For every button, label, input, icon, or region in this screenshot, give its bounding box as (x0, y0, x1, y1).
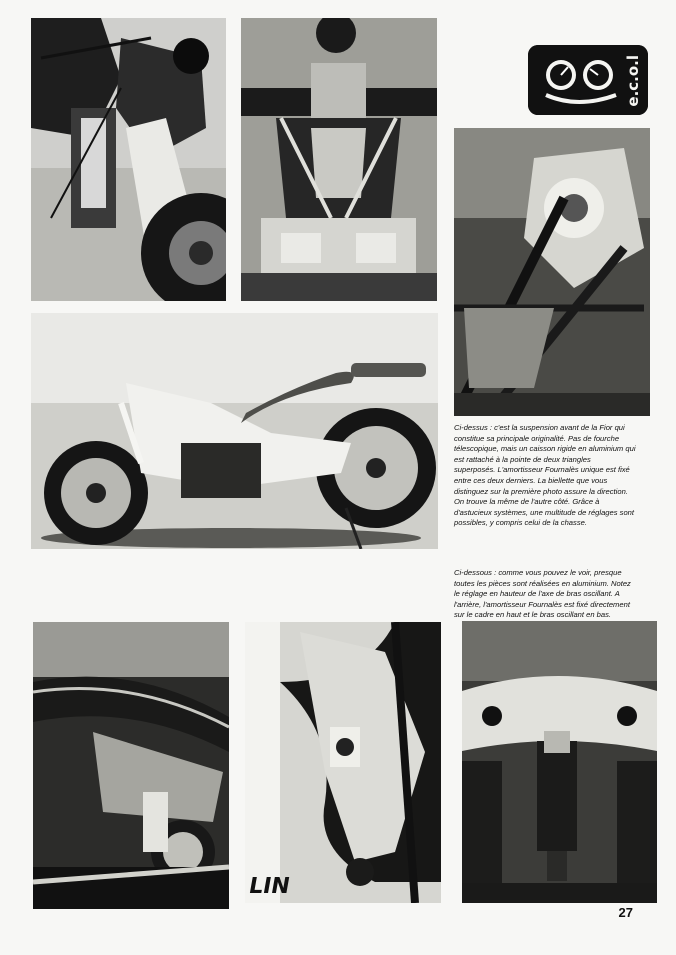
caption-aluminium-parts: Ci-dessous : comme vous pouvez le voir, presque toutes les pièces sont réalisées en aluminium. Notez le réglage en hauteur de l'axe de bras oscillant. A l'arrière, l'amortisseur Fournalès est fixé directement sur le cadre en haut et le bras oscillant en bas. (454, 568, 631, 620)
front-fork-illustration (31, 18, 226, 301)
photo-frame-plate (245, 622, 441, 903)
caption-front-suspension: Ci-dessus : c'est la suspension avant de la Fior qui constitue sa principale originalité. Pas de fourche télescopique, mais un caisson rigide en aluminium qui est rattaché à la pointe de deux triangles superposés. L'amortisseur Fournalès unique est fixé entre ces deux derniers. La biellette que vous distinguez sur la première photo assure la direction. On trouve la même de l'autre côté. Grâce à d'astucieux systèmes, une multitude de réglages sont possibles, y compris celui de la chasse. (454, 423, 636, 528)
fairing-fragment-text: LIN (246, 874, 292, 899)
front-suspension-illustration (454, 128, 650, 416)
photo-side-view (31, 313, 438, 549)
photo-frame-top (241, 18, 437, 301)
photo-rear-shock (462, 621, 657, 903)
logo-text: e.c.o.l (624, 55, 642, 107)
frame-plate-illustration (245, 622, 441, 903)
photo-exhaust-swingarm (33, 622, 229, 909)
frame-top-illustration (241, 18, 437, 301)
photo-front-suspension (454, 128, 650, 416)
photo-front-fork (31, 18, 226, 301)
magazine-logo (528, 45, 648, 115)
exhaust-swingarm-illustration (33, 622, 229, 909)
side-view-illustration (31, 313, 438, 549)
rear-shock-illustration (462, 621, 657, 903)
page-number: 27 (618, 905, 633, 920)
